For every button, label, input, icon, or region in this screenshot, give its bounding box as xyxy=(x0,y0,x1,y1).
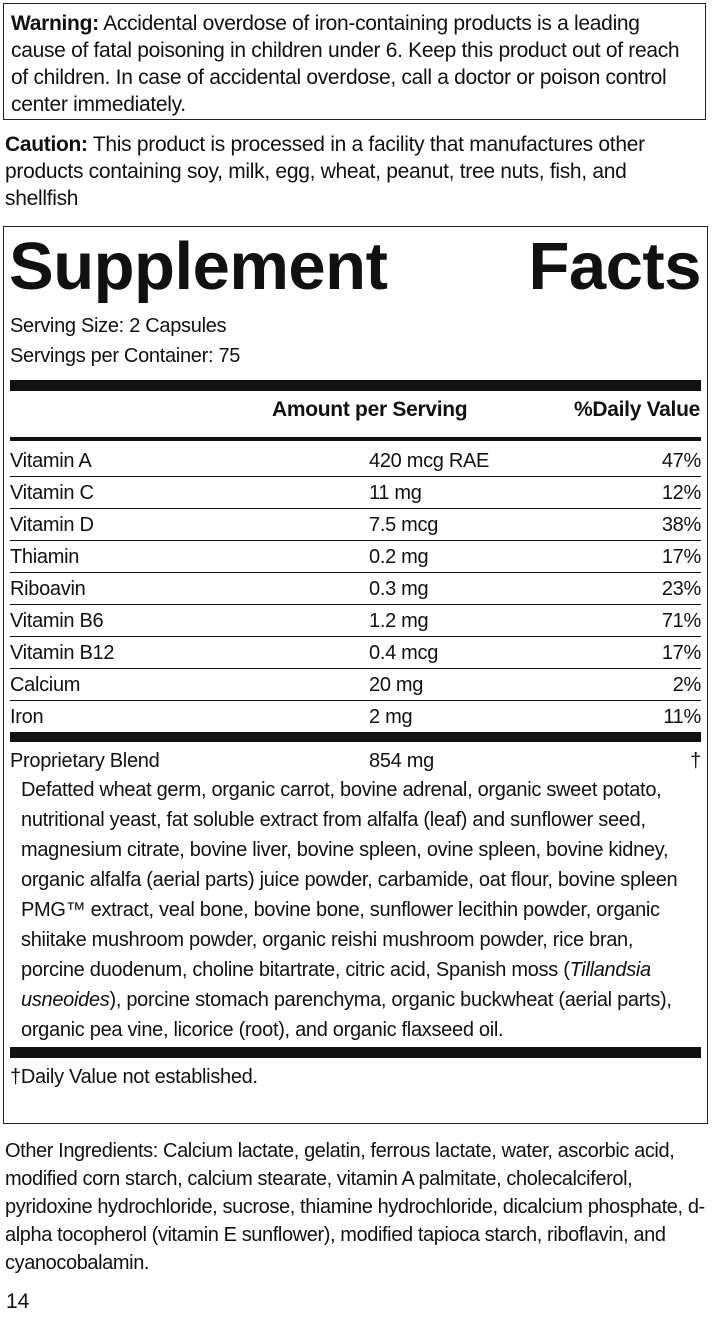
nutrient-name: Riboavin xyxy=(10,578,86,600)
nutrient-row xyxy=(10,573,701,605)
servings-per-container: Servings per Container: 75 xyxy=(10,345,241,367)
header-divider xyxy=(10,437,701,441)
nutrient-amount: 11 mg xyxy=(369,482,422,504)
supplement-facts-panel xyxy=(3,226,708,1124)
nutrient-row xyxy=(10,477,701,509)
blend-ingredients xyxy=(21,775,701,1045)
nutrient-amount: 0.4 mcg xyxy=(369,642,439,664)
nutrient-daily-value: 12% xyxy=(661,482,701,504)
blend-ingredients-italic: Tillandsia usneoides xyxy=(21,959,651,1011)
caution-text: This product is processed in a facility that manufactures other products containing soy, milk, egg, wheat, peanut, tree nuts, fish, and shellfish xyxy=(5,133,645,210)
nutrient-amount: 0.3 mg xyxy=(369,578,429,600)
facts-title-word-1: Supplement xyxy=(9,229,388,304)
nutrient-amount: 420 mcg RAE xyxy=(369,450,490,472)
thick-divider xyxy=(10,732,701,742)
nutrient-name: Vitamin B12 xyxy=(10,642,115,664)
nutrient-amount: 7.5 mcg xyxy=(369,514,439,536)
nutrient-row xyxy=(10,637,701,669)
caution-label: Caution: xyxy=(5,133,88,156)
nutrient-amount: 1.2 mg xyxy=(369,610,429,632)
amount-per-serving-header: Amount per Serving xyxy=(272,398,468,421)
thick-divider xyxy=(10,1047,701,1058)
blend-name: Proprietary Blend xyxy=(10,750,160,772)
blend-daily-value: † xyxy=(690,750,701,772)
nutrient-daily-value: 17% xyxy=(661,546,701,568)
nutrient-row xyxy=(10,509,701,541)
nutrient-daily-value: 23% xyxy=(661,578,701,600)
daily-value-header: %Daily Value xyxy=(574,398,700,421)
other-ingredients: Other Ingredients: Calcium lactate, gelatin, ferrous lactate, water, ascorbic acid, modified corn starch, calcium stearate, vitamin A palmitate, cholecalciferol, pyridoxine hydrochloride, sucrose, thiamine hydrochloride, dicalcium phosphate, d-alpha tocopherol (vitamin E sunflower), modified tapioca starch, riboflavin, and cyanocobalamin. xyxy=(5,1140,705,1274)
blend-ingredients-part-1: Defatted wheat germ, organic carrot, bovine adrenal, organic sweet potato, nutritional yeast, fat soluble extract from alfalfa (leaf) and sunflower seed, magnesium citrate, bovine liver, bovine spleen, ovine spleen, bovine kidney, organic alfalfa (aerial parts) juice powder, carbamide, oat flour, bovine spleen PMG™ extract, veal bone, bovine bone, sunflower lecithin powder, organic shiitake mushroom powder, organic reishi mushroom powder, rice bran, porcine duodenum, choline bitartrate, citric acid, Spanish moss ( xyxy=(21,779,678,981)
nutrient-name: Vitamin B6 xyxy=(10,610,104,632)
warning-label: Warning: xyxy=(11,12,99,35)
daily-value-footnote: †Daily Value not established. xyxy=(10,1066,258,1088)
thick-divider xyxy=(10,380,701,391)
nutrient-daily-value: 47% xyxy=(661,450,701,472)
blend-amount: 854 mg xyxy=(369,750,434,772)
proprietary-blend-row xyxy=(10,745,701,777)
nutrient-name: Iron xyxy=(10,706,44,728)
nutrient-daily-value: 2% xyxy=(672,674,701,696)
nutrient-name: Thiamin xyxy=(10,546,80,568)
nutrient-amount: 0.2 mg xyxy=(369,546,429,568)
nutrient-row xyxy=(10,541,701,573)
nutrient-amount: 2 mg xyxy=(369,706,413,728)
caution-statement xyxy=(5,131,705,212)
nutrient-amount: 20 mg xyxy=(369,674,424,696)
facts-title xyxy=(9,227,701,307)
page-number: 14 xyxy=(6,1290,30,1313)
nutrient-name: Calcium xyxy=(10,674,81,696)
nutrient-daily-value: 11% xyxy=(663,706,701,728)
nutrient-row xyxy=(10,701,701,733)
nutrient-name: Vitamin A xyxy=(10,450,92,472)
nutrient-daily-value: 38% xyxy=(661,514,701,536)
nutrient-name: Vitamin C xyxy=(10,482,94,504)
warning-box xyxy=(3,3,706,120)
serving-size: Serving Size: 2 Capsules xyxy=(10,315,227,337)
warning-text: Accidental overdose of iron-containing products is a leading cause of fatal poisoning in children under 6. Keep this product out of reach of children. In case of accidental overdose, call a doctor or poison control center immediately. xyxy=(11,12,680,116)
nutrient-name: Vitamin D xyxy=(10,514,94,536)
facts-title-word-2: Facts xyxy=(528,229,701,304)
nutrient-daily-value: 17% xyxy=(661,642,701,664)
nutrient-row xyxy=(10,445,701,477)
nutrient-row xyxy=(10,669,701,701)
nutrient-daily-value: 71% xyxy=(661,610,701,632)
nutrient-row xyxy=(10,605,701,637)
blend-ingredients-part-2: ), porcine stomach parenchyma, organic buckwheat (aerial parts), organic pea vine, licorice (root), and organic flaxseed oil. xyxy=(21,989,672,1041)
